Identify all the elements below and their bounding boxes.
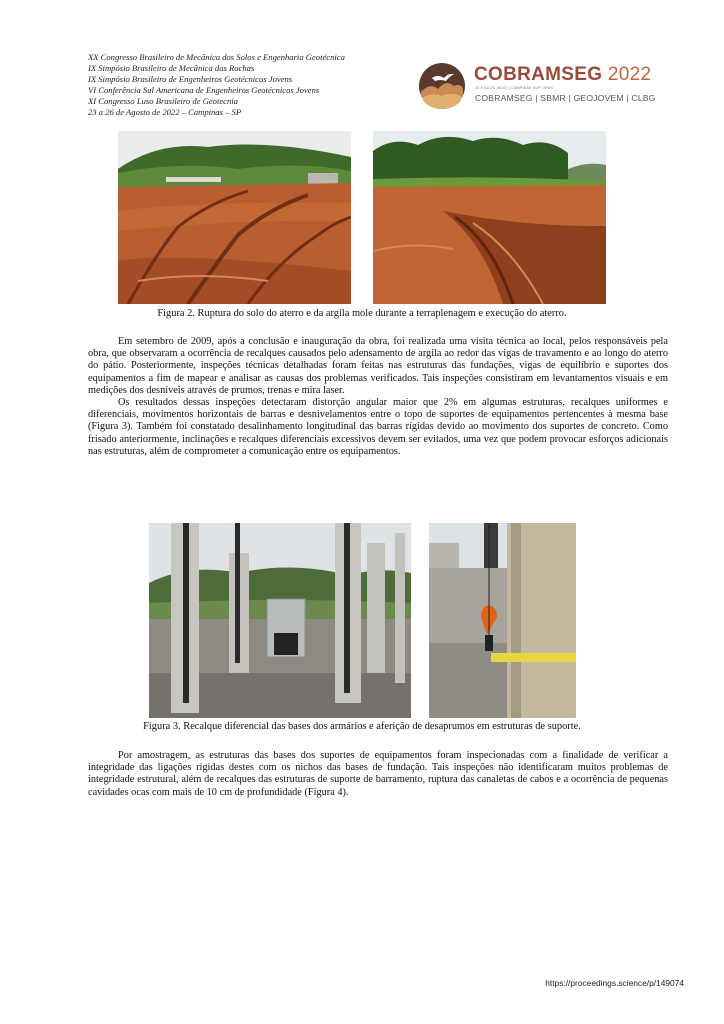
header-line: IX Simpósio Brasileiro de Engenheiros Geotécnicos Jovens — [88, 74, 293, 85]
logo-title: COBRAMSEG 2022 — [474, 64, 652, 85]
header-line: XI Congresso Luso Brasileiro de Geotecnia — [88, 96, 238, 107]
figure2-caption: Figura 2. Ruptura do solo do aterro e da argila mole durante a terraplenagem e execução do aterro. — [157, 308, 567, 319]
body-text-block-1 — [88, 336, 668, 458]
header-line: IX Simpósio Brasileiro de Mecânica das Rochas — [88, 63, 255, 74]
figure3-photo-right — [429, 523, 576, 718]
logo-mark-icon — [418, 62, 466, 110]
footer-url: https://proceedings.science/p/149074 — [545, 978, 684, 988]
paragraph: Por amostragem, as estruturas das bases dos suportes de equipamentos foram inspecionadas com a finalidade de verificar a integridade das ligações rígidas destes com os nichos das bases de fundação. Tais inspeções não identificaram muitos problemas de integridade estrutural, além de recalques das estruturas de suporte de barramento, ruptura das canaletas de cabos e a ocorrência de pequenas cavidades ocas com mais de 10 cm de profundidade (Figura 4). — [88, 750, 668, 798]
figure3-photo-left — [149, 523, 411, 718]
paragraph: Em setembro de 2009, após a conclusão e inauguração da obra, foi realizada uma visita técnica ao local, pelos responsáveis pela obra, que observaram a ocorrência de recalques causados pelo adensamento de argila ao redor das vigas de travamento e ao longo do aterro do pátio. Posteriormente, inspeções técnicas detalhadas foram feitas nas estruturas das fundações, vigas de equilíbrio e suportes dos equipamentos a fim de mapear e analisar as causas dos problemas verificados. Tais inspeções consistiram em levantamentos visuais e em medições dos desníveis através de prumos, trenas e mira laser. — [88, 336, 668, 396]
figure2-photo-right — [373, 131, 606, 304]
body-text-block-2 — [88, 750, 668, 799]
logo-tagline: 20 E AGOS (ACO) | CAMPINAS SUP ORAS — [475, 86, 553, 90]
paragraph: Os resultados dessas inspeções detectaram distorção angular maior que 2% em algumas estruturas, recalques uniformes e diferenciais, movimentos horizontais de barras e desnivelamentos entre o topo de suportes de equipamentos pertencentes à mesma base (Figura 3). Também foi constatado desalinhamento longitudinal das barras rígidas devido ao movimento dos suportes de concreto. Como frisado anteriormente, inclinações e recalques diferenciais excessivos devem ser evitados, uma vez que podem provocar esforços adicionais nas estruturas, além de comprometer a comunicação entre os equipamentos. — [88, 397, 668, 457]
logo-subtitle: COBRAMSEG | SBMR | GEOJOVEM | CLBG — [475, 93, 656, 103]
figure2-photo-left — [118, 131, 351, 304]
header-line: XX Congresso Brasileiro de Mecânica dos Solos e Engenharia Geotécnica — [88, 52, 345, 62]
header-line: 23 a 26 de Agosto de 2022 – Campinas – SP — [88, 107, 242, 118]
cobramseg-logo — [418, 60, 668, 110]
figure3-caption: Figura 3. Recalque diferencial das bases dos armários e aferição de desaprumos em estruturas de suporte. — [143, 721, 581, 732]
header-line: VI Conferência Sul Americana de Engenheiros Geotécnicos Jovens — [88, 85, 320, 96]
conference-header — [88, 52, 418, 119]
